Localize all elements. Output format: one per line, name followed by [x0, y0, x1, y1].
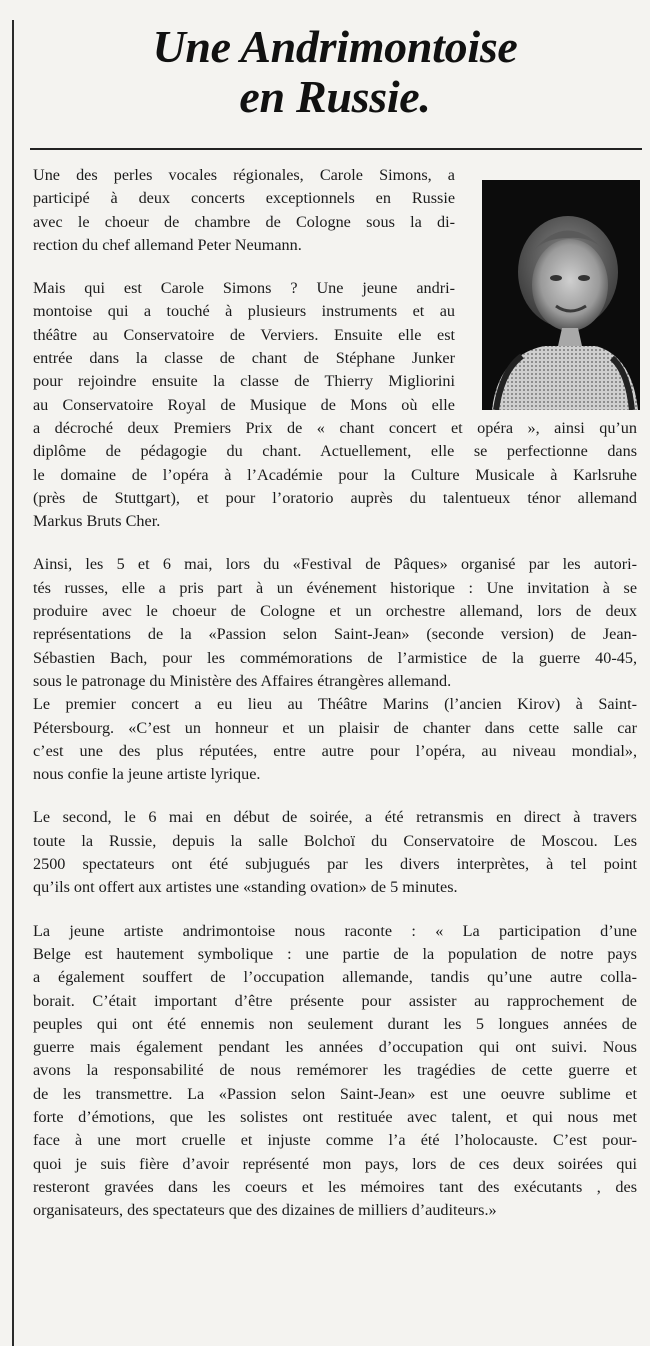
text-line: Pétersbourg. «C’est un honneur et un plaisir de chanter dans cette salle car	[33, 718, 637, 737]
text-line: qu’ils ont offert aux artistes une «standing ovation» de 5 minutes.	[33, 878, 458, 897]
text-line: rection du chef allemand Peter Neumann.	[33, 235, 302, 254]
text-line: pour rejoindre ensuite la classe de Thierry Migliorini	[33, 372, 455, 391]
text-line: de les transmettre. La «Passion selon Saint-Jean» est une oeuvre sublime et	[33, 1084, 637, 1103]
text-line: c’est une des plus réputées, entre autre pour l’opéra, au niveau mondial»,	[33, 741, 637, 760]
paragraph-4	[33, 693, 637, 786]
paragraph-1	[33, 164, 637, 257]
article-body	[33, 164, 637, 1222]
paragraph-3	[33, 553, 637, 693]
text-line: a décroché deux Premiers Prix de « chant concert et opéra », ainsi qu’un	[33, 418, 637, 437]
text-line: diplôme de pédagogie du chant. Actuellement, elle se perfectionne dans	[33, 442, 637, 461]
text-line: au Conservatoire Royal de Musique de Mons où elle	[33, 395, 455, 414]
text-line: (près de Stuttgart), et pour l’oratorio auprès du talentueux ténor allemand	[33, 488, 637, 507]
text-line: représentations de la «Passion selon Saint-Jean» (seconde version) de Jean-	[33, 625, 637, 644]
text-line: Une des perles vocales régionales, Carole Simons, a	[33, 166, 455, 184]
text-line: tés russes, elle a pris part à un événement historique : Une invitation à se	[33, 578, 637, 597]
text-line: 2500 spectateurs ont été subjugués par les divers interprètes, à tel point	[33, 855, 637, 874]
text-line: le domaine de l’opéra à l’Académie pour la Culture Musicale à Karlsruhe	[33, 465, 637, 484]
text-line: resteront gravées dans les coeurs et les mémoires tant des exécutants , des	[33, 1177, 637, 1196]
text-line: théâtre au Conservatoire de Verviers. Ensuite elle est	[33, 325, 455, 344]
text-line: avec le choeur de chambre de Cologne sous la di-	[33, 212, 455, 231]
text-line: Le premier concert a eu lieu au Théâtre Marins (l’ancien Kirov) à Saint-	[33, 695, 637, 714]
title-line-1: Une Andrimontoise	[152, 21, 518, 72]
text-line: forte d’émotions, que les solistes ont restituée avec talent, et qui nous met	[33, 1107, 637, 1126]
text-line: La jeune artiste andrimontoise nous raconte : « La participation d’une	[33, 921, 637, 940]
text-line: participé à deux concerts exceptionnels en Russie	[33, 189, 455, 208]
title-divider	[30, 148, 642, 150]
text-line: Sébastien Bach, pour les commémorations de l’armistice de la guerre 40-45,	[33, 648, 637, 667]
text-line: Le second, le 6 mai en début de soirée, a été retransmis en direct à travers	[33, 808, 637, 827]
title-line-2: en Russie.	[239, 71, 431, 122]
text-line: toute la Russie, depuis la salle Bolchoï du Conservatoire de Moscou. Les	[33, 831, 637, 850]
text-line: a également souffert de l’occupation allemande, tandis qu’une autre colla-	[33, 968, 637, 987]
text-line: avons la responsabilité de nous remémorer les tragédies de cette guerre et	[33, 1061, 637, 1080]
article-title	[30, 22, 640, 122]
text-line: face à une mort cruelle et injuste comme l’a été l’holocauste. C’est pour-	[33, 1131, 637, 1150]
text-line: nous confie la jeune artiste lyrique.	[33, 765, 261, 784]
text-line: Markus Bruts Cher.	[33, 512, 161, 531]
text-line: Mais qui est Carole Simons ? Une jeune andri-	[33, 279, 455, 298]
text-line: quoi je suis fière d’avoir représenté mon pays, lors de ces deux soirées qui	[33, 1154, 637, 1173]
text-line: guerre mais également pendant les années d’occupation qui ont suivi. Nous	[33, 1038, 637, 1057]
paragraph-6	[33, 920, 637, 1223]
column-rule	[12, 20, 14, 1346]
paragraph-5	[33, 806, 637, 899]
text-line: sous le patronage du Ministère des Affaires étrangères allemand.	[33, 671, 452, 690]
text-line: montoise qui a touché à plusieurs instruments et au	[33, 302, 455, 321]
text-line: peuples qui ont été ennemis non seulement durant les 5 longues années de	[33, 1014, 637, 1033]
text-line: Belge est hautement symbolique : une partie de la population de notre pays	[33, 944, 637, 963]
paragraph-2	[33, 277, 637, 533]
text-line: borait. C’était important d’être présente pour assister au rapprochement de	[33, 991, 637, 1010]
text-line: organisateurs, des spectateurs que des dizaines de milliers d’auditeurs.»	[33, 1201, 497, 1220]
text-line: produire avec le choeur de Cologne et un orchestre allemand, lors de deux	[33, 602, 637, 621]
text-line: entrée dans la classe de chant de Stéphane Junker	[33, 349, 455, 368]
text-line: Ainsi, les 5 et 6 mai, lors du «Festival de Pâques» organisé par les autori-	[33, 555, 637, 574]
